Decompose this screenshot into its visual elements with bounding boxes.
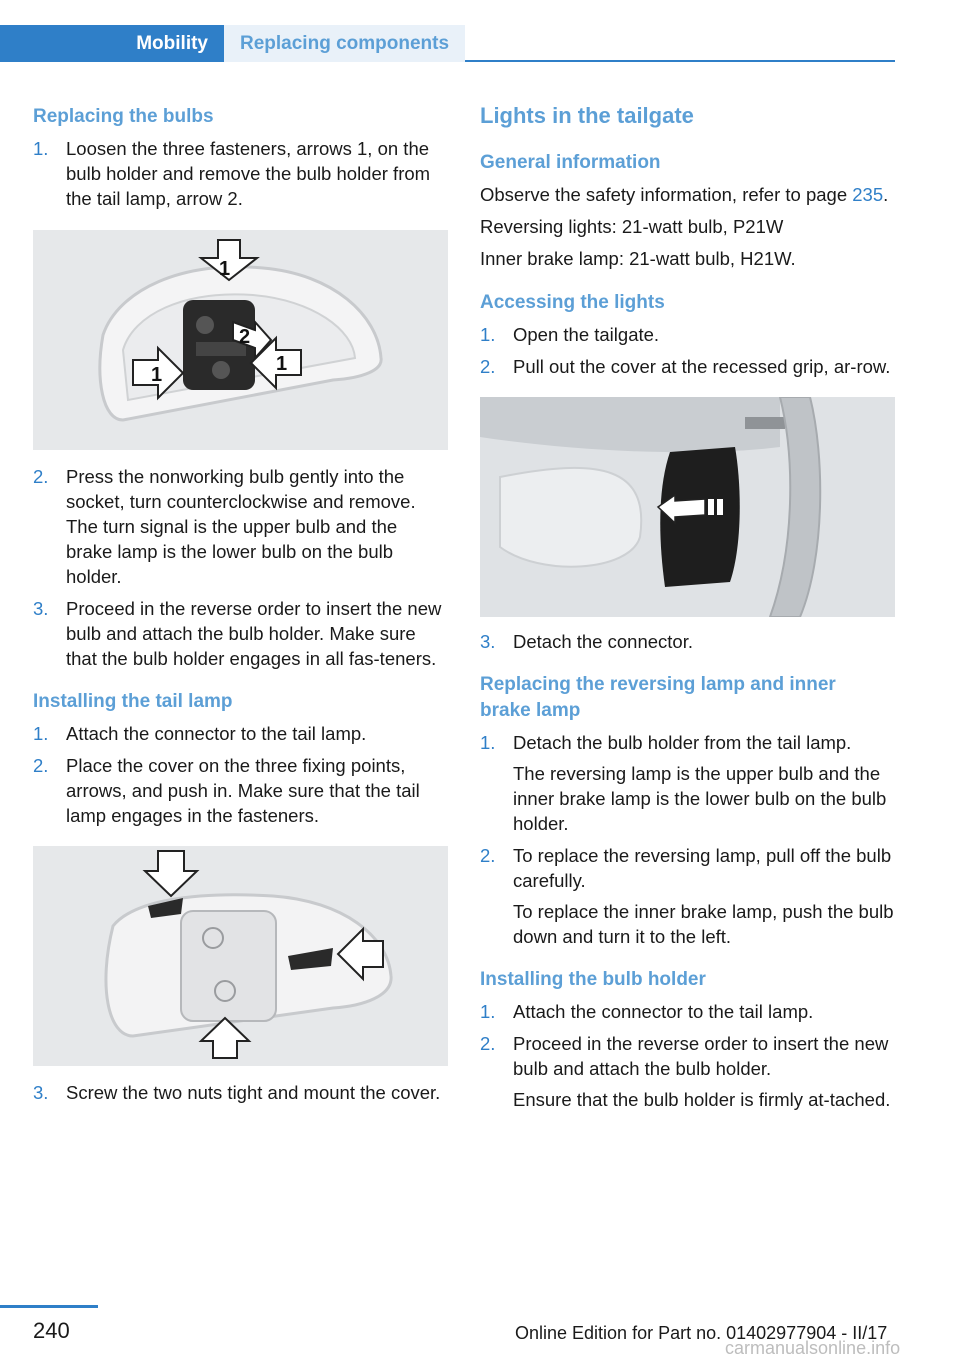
figure-label: 1: [276, 353, 288, 375]
list-item: 1. Attach the connector to the tail lamp.: [480, 1001, 814, 1022]
list-item: 3. Detach the connector.: [480, 631, 693, 652]
right-column: [480, 100, 895, 1112]
list-item: 2. Pull out the cover at the recessed grip, ar‐row.: [480, 356, 891, 377]
list-item: 3. Screw the two nuts tight and mount the cover.: [33, 1082, 441, 1103]
tail-lamp-cover-illustration: [33, 846, 448, 1066]
list-item: 2. Press the nonworking bulb gently into the socket, turn counterclockwise and remove. The turn signal is the upper bulb and the brake lamp is the lower bulb on the bulb holder.: [33, 466, 416, 587]
list-item: 3. Proceed in the reverse order to insert the new bulb and attach the bulb holder. Make sure that the bulb holder engages in all fas‐teners.: [33, 598, 442, 669]
paragraph-safety: Observe the safety information, refer to page 235.: [480, 184, 889, 205]
figure-label: 1: [151, 364, 163, 386]
figure-tail-lamp-cover: [33, 846, 448, 1066]
section-title-installing-tail-lamp: Installing the tail lamp: [33, 691, 233, 712]
figure-bulb-holder: [33, 230, 448, 450]
section-title-replacing-reversing-lamp: Replacing the reversing lamp and inner brake lamp: [480, 674, 836, 721]
steps-replacing-reversing-lamp: [480, 730, 895, 949]
list-item: 2. Proceed in the reverse order to insert the new bulb and attach the bulb holder. Ensure that the bulb holder is firmly at‐tached.: [480, 1033, 891, 1110]
steps-replacing-bulbs: [33, 136, 448, 211]
paragraph-inner-brake-lamp: Inner brake lamp: 21-watt bulb, H21W.: [480, 248, 796, 269]
list-item: 2. Place the cover on the three fixing points, arrows, and push in. Make sure that the tail lamp engages in the fasteners.: [33, 755, 420, 826]
watermark: carmanualsonline.info: [725, 1338, 901, 1358]
figure-label: 1: [219, 258, 231, 280]
steps-installing-tail-lamp: [33, 721, 448, 828]
tailgate-cover-illustration: [480, 397, 895, 617]
figure-tailgate-cover: [480, 397, 895, 617]
list-item: 2. To replace the reversing lamp, pull off the bulb carefully. To replace the inner brake lamp, push the bulb down and turn it to the left.: [480, 845, 894, 947]
edition-note: Online Edition for Part no. 01402977904 - II/17: [515, 1323, 888, 1343]
tab-replacing-components[interactable]: Replacing components: [224, 25, 465, 62]
steps-installing-tail-lamp-continued: [33, 1080, 448, 1105]
paragraph-reversing-lights: Reversing lights: 21-watt bulb, P21W: [480, 216, 784, 237]
bulb-holder-illustration: [33, 230, 448, 450]
tab-mobility[interactable]: Mobility: [0, 25, 224, 62]
section-title-installing-bulb-holder: Installing the bulb holder: [480, 969, 706, 990]
figure-label: 2: [239, 326, 251, 348]
list-item: 1. Detach the bulb holder from the tail lamp. The reversing lamp is the upper bulb and the inner brake lamp is the lower bulb on the bulb holder.: [480, 732, 887, 834]
steps-replacing-bulbs-continued: [33, 464, 448, 671]
steps-installing-bulb-holder: [480, 999, 895, 1112]
page-link[interactable]: 235: [852, 184, 884, 205]
steps-accessing-lights: [480, 322, 895, 379]
page-number: 240: [33, 1318, 70, 1343]
list-item: 1. Open the tailgate.: [480, 324, 660, 345]
section-title-replacing-bulbs: Replacing the bulbs: [33, 106, 214, 127]
page-heading-lights-tailgate: Lights in the tailgate: [480, 103, 694, 128]
left-column: [33, 100, 448, 1105]
list-item: 1. Attach the connector to the tail lamp.: [33, 723, 367, 744]
section-title-general-information: General information: [480, 152, 661, 173]
section-title-accessing-lights: Accessing the lights: [480, 292, 665, 313]
footer-rule: [0, 1305, 98, 1308]
list-item: 1. Loosen the three fasteners, arrows 1, on the bulb holder and remove the bulb holder from the tail lamp, arrow 2.: [33, 138, 431, 209]
steps-accessing-lights-continued: [480, 629, 895, 654]
